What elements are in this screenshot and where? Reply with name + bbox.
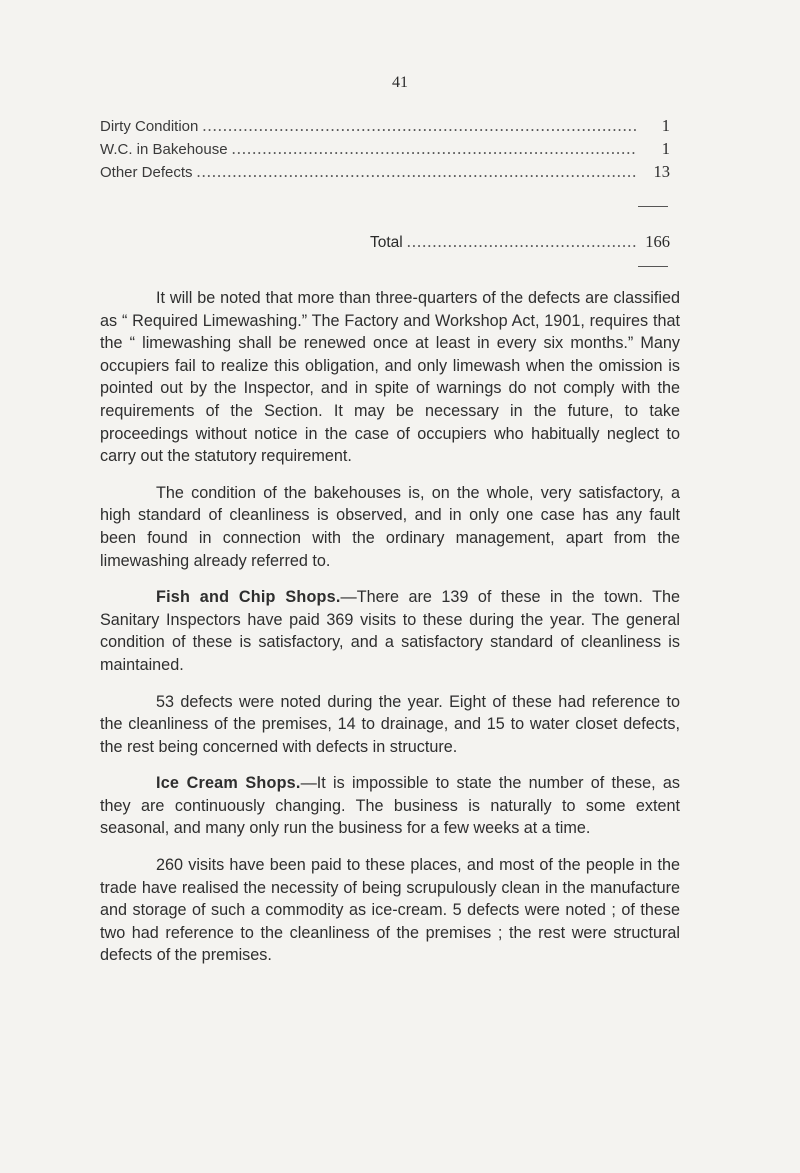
ice-cream-text: —It is impossible to state the number of these, as they are continuously changing. The business is naturally to some extent seasonal, and many only run the business for a few weeks at a time. [100,774,680,838]
paragraph-fish-chip-defects: 53 defects were noted during the year. Eight of these had reference to the cleanliness of the premises, 14 to drainage, and 15 to water closet defects, the rest being concerned with defects in structure. [100,692,680,756]
ice-cream-heading: Ice Cream Shops. [156,774,301,793]
row-value-dirty-condition: 1 [661,116,670,135]
row-value-wc-bakehouse: 1 [661,139,670,158]
fish-chip-heading: Fish and Chip Shops. [156,588,341,607]
body-text [100,287,680,981]
fish-chip-text: —There are 139 of these in the town. The Sanitary Inspectors have paid 369 visits to these during the year. The general condition of these is satisfactory, and a satisfactory standard of cleanliness is maintained. [100,588,680,674]
defects-table [100,114,670,183]
paragraph-fish-chip [100,586,680,676]
dot-leader [232,137,636,160]
row-label-other-defects: Other Defects [100,164,193,181]
dot-leader [202,114,636,137]
dot-leader [407,232,636,252]
paragraph-limewashing: It will be noted that more than three-quarters of the defects are classified as “ Required Limewashing.” The Factory and Workshop Act, 1901, requires that the “ limewashing shall be renewed once at least in every six months.” Many occupiers fail to realize this obligation, and only limewash when the omission is pointed out by the Inspector, and in spite of warnings do not comply with the requirements of the Section. It may be necessary in the future, to take proceedings without notice in the case of occupiers who habitually neglect to carry out the statutory requirement. [100,289,680,466]
total-bottom-rule [638,266,668,267]
total-row [370,232,670,252]
paragraph-ice-cream-visits: 260 visits have been paid to these places, and most of the people in the trade have realised the necessity of being scrupulously clean in the manufacture and storage of such a commodity as ice-cream. 5 defects were noted ; of these two had reference to the cleanliness of the premises ; the rest were structural defects of the premises. [100,856,680,965]
row-label-wc-bakehouse: W.C. in Bakehouse [100,141,228,158]
total-label: Total [370,234,403,251]
row-label-dirty-condition: Dirty Condition [100,118,199,135]
page-number: 41 [392,74,408,91]
table-row [100,160,670,183]
table-row [100,137,670,160]
total-value: 166 [645,232,670,251]
total-top-rule [638,206,668,207]
row-value-other-defects: 13 [653,162,670,181]
paragraph-ice-cream [100,772,680,840]
paragraph-bakehouses: The condition of the bakehouses is, on the whole, very satisfactory, a high standard of cleanliness is observed, and in only one case has any fault been found in connection with the ordinary management, apart from the limewashing already referred to. [100,483,680,570]
dot-leader [197,160,636,183]
table-row [100,114,670,137]
